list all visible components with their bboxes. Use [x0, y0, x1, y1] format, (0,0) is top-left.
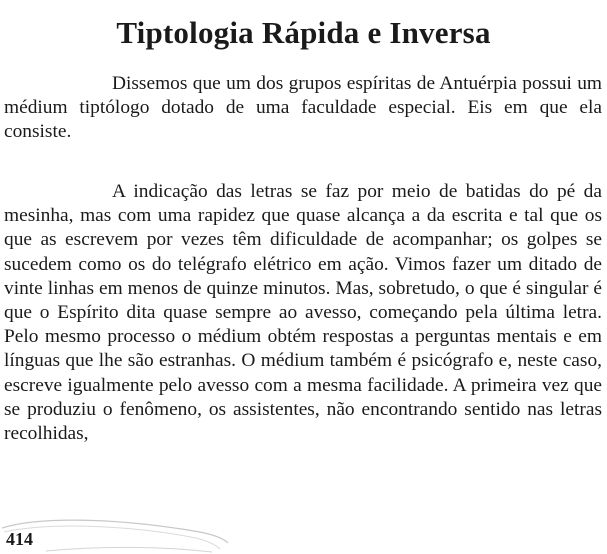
- decorative-swoosh-icon: [0, 512, 230, 554]
- page-footer: [0, 512, 607, 554]
- paragraph-1: [4, 72, 602, 145]
- page-number: 414: [6, 529, 33, 549]
- paragraph-1-text: Dissemos que um dos grupos espíritas de Antuérpia possui um médium tiptólogo dotado de uma faculdade especial. Eis em que ela consiste.: [4, 73, 602, 143]
- paragraph-2-text: A indicação das letras se faz por meio de batidas do pé da mesinha, mas com uma rapidez que quase alcança a da escrita e tal que os que as escrevem por vezes têm dificuldade de acompanhar; os golpes se sucedem como os do telégrafo elétrico em ação. Vimos fazer um ditado de vinte linhas em menos de quinze minutos. Mas, sobretudo, o que é singular é que o Espírito dita quase sempre ao avesso, começando pela última letra. Pelo mesmo processo o médium obtém respostas a perguntas mentais e em línguas que lhe são estranhas. O médium também é psicógrafo e, neste caso, escreve igualmente pelo avesso com a mesma facilidade. A primeira vez que se produziu o fenômeno, os assistentes, não encontrando sentido nas letras recolhidas,: [4, 181, 602, 445]
- paragraph-2: [4, 180, 602, 446]
- page-title: Tiptologia Rápida e Inversa: [116, 15, 491, 50]
